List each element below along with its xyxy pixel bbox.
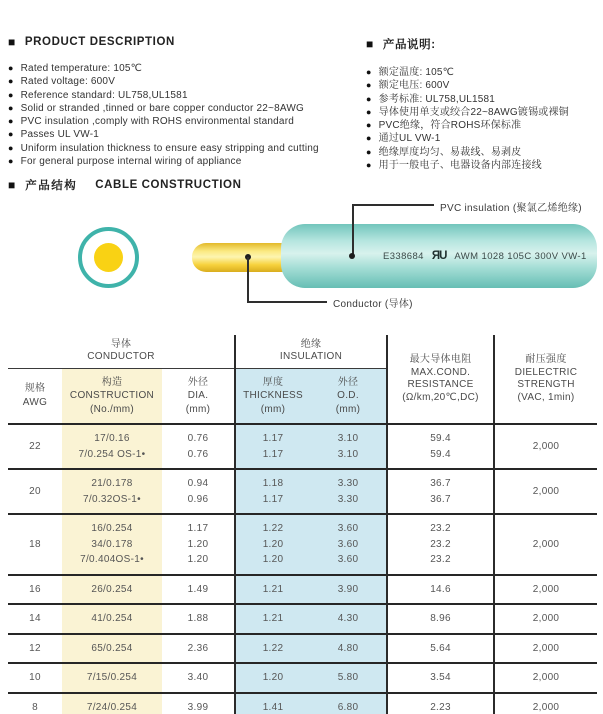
insulation-leader-line-v — [352, 204, 354, 256]
header-line: 外径 — [187, 376, 209, 388]
bullet-icon: ● — [8, 102, 14, 113]
header-line: MAX.COND. — [410, 366, 471, 378]
header-line: 构造 — [101, 376, 123, 388]
cell-resistance: 3.54 — [387, 663, 494, 693]
bullet-icon: ● — [8, 156, 14, 167]
bullet-icon: ● — [8, 63, 14, 73]
column-header-resistance — [387, 335, 494, 424]
cell-dia: 3.40 — [187, 672, 209, 683]
column-header-dia — [162, 368, 235, 424]
section-square-icon: ■ — [8, 35, 16, 49]
header-line: 规格 — [24, 383, 46, 395]
cell-od: 4.30 — [310, 604, 387, 634]
bullet-icon: ● — [366, 146, 372, 157]
conductor-label: Conductor (导体) — [333, 299, 413, 310]
insulation-leader-line-h — [352, 204, 434, 206]
bullet-item — [8, 142, 362, 155]
insulation-label: PVC insulation (聚氯乙烯绝缘) — [440, 203, 582, 214]
cell-od: 6.80 — [310, 693, 387, 714]
bullet-text: 额定温度: 105℃ — [378, 67, 455, 78]
conductor-core-dot — [94, 243, 123, 272]
bullet-text: Reference standard: UL758,UL1581 — [20, 89, 188, 101]
bullet-text: 绝缘厚度均匀、易裁线、易剥皮 — [378, 146, 522, 158]
conductor-leader-line-h — [247, 301, 327, 303]
bullet-text: 用于一般电子、电器设备内部连接线 — [378, 160, 542, 172]
table-row — [8, 604, 597, 634]
cell-od: 4.80 — [310, 634, 387, 664]
cell-thickness: 1.22 1.20 1.20 — [235, 514, 310, 575]
bullet-icon: ● — [366, 80, 372, 91]
bullet-list-zh — [366, 66, 600, 172]
cell-thickness: 1.22 — [235, 634, 310, 664]
cert-number: E338684 — [383, 250, 424, 262]
cell-dia: 1.88 — [187, 613, 209, 624]
cell-dielectric: 2,000 — [494, 604, 597, 634]
group-conductor — [8, 335, 235, 368]
cell-awg: 20 — [29, 486, 41, 497]
bullet-icon: ● — [8, 129, 14, 140]
cell-dielectric: 2,000 — [494, 514, 597, 575]
header-line: 最大导体电阻 — [409, 354, 472, 365]
cell-construction: 17/0.16 7/0.254 OS-1• — [62, 424, 162, 469]
header-line: CONSTRUCTION — [69, 390, 155, 401]
cell-od: 3.30 3.30 — [310, 469, 387, 514]
bullet-text: PVC insulation ,comply with ROHS environmental standard — [20, 116, 294, 128]
header-line: 外径 — [337, 376, 359, 388]
cell-construction: 7/24/0.254 — [62, 693, 162, 714]
bullet-item — [366, 79, 600, 92]
group-label-en: CONDUCTOR — [87, 351, 155, 363]
group-insulation — [235, 335, 387, 368]
bullet-list-en — [8, 62, 362, 168]
cell-awg: 16 — [29, 583, 41, 595]
cell-od: 3.10 3.10 — [310, 424, 387, 469]
cell-resistance: 8.96 — [387, 604, 494, 634]
section-title-zh: 产品结构 — [25, 180, 78, 192]
table-row — [8, 469, 597, 514]
cell-thickness: 1.21 — [235, 575, 310, 605]
header-line: DIELECTRIC — [514, 366, 578, 378]
bullet-icon: ● — [366, 133, 372, 144]
cell-dia: 2.36 — [187, 642, 209, 654]
cell-thickness: 1.17 1.17 — [235, 424, 310, 469]
bullet-item — [366, 119, 600, 132]
section-square-icon: ■ — [8, 178, 16, 192]
cable-construction-heading — [8, 177, 242, 193]
cell-awg: 8 — [32, 701, 38, 713]
cell-od: 3.60 3.60 3.60 — [310, 514, 387, 575]
table-row — [8, 663, 597, 693]
bullet-text: Solid or stranded ,tinned or bare copper conductor 22~8AWG — [20, 102, 304, 114]
cell-thickness: 1.20 — [235, 663, 310, 693]
bullet-text: Rated voltage: 600V — [20, 76, 116, 88]
product-description-heading — [8, 36, 362, 48]
product-description-heading-zh — [366, 36, 600, 52]
group-label-en: INSULATION — [279, 351, 343, 363]
bullet-text: 通过UL VW-1 — [378, 133, 441, 145]
header-line: (mm) — [185, 403, 211, 415]
cell-construction: 65/0.254 — [62, 634, 162, 664]
table-row — [8, 575, 597, 605]
bullet-item — [366, 106, 600, 119]
table-row — [8, 634, 597, 664]
cell-dia: 1.17 1.20 1.20 — [187, 523, 209, 565]
bullet-item — [8, 155, 362, 168]
bullet-text: 导体使用单支或绞合22~8AWG镀锡或裸铜 — [378, 106, 569, 118]
bullet-icon: ● — [366, 160, 372, 171]
cell-dielectric: 2,000 — [494, 469, 597, 514]
bullet-item — [8, 75, 362, 88]
section-title: PRODUCT DESCRIPTION — [24, 36, 175, 48]
product-description-en — [8, 36, 362, 168]
ul-recognized-mark-icon: ЯU — [431, 250, 447, 262]
cell-awg: 12 — [29, 642, 41, 654]
cell-awg: 18 — [29, 538, 41, 550]
header-line: (No./mm) — [89, 403, 135, 415]
cell-construction: 26/0.254 — [62, 575, 162, 605]
bullet-text: Passes UL VW-1 — [20, 129, 100, 141]
bullet-item — [366, 132, 600, 145]
cell-awg: 14 — [29, 613, 41, 625]
cell-dielectric: 2,000 — [494, 693, 597, 714]
bullet-item — [366, 146, 600, 159]
section-square-icon: ■ — [366, 37, 374, 51]
bullet-item — [8, 89, 362, 102]
cell-od: 5.80 — [310, 663, 387, 693]
header-line: AWG — [22, 396, 48, 408]
bullet-item — [8, 128, 362, 141]
insulation-leader-dot — [349, 253, 355, 259]
header-line: O.D. — [337, 390, 359, 401]
group-label-zh: 导体 — [110, 338, 132, 350]
cell-dia: 0.94 0.96 — [187, 478, 209, 505]
bullet-text: 参考标准: UL758,UL1581 — [378, 93, 496, 105]
cell-thickness: 1.41 — [235, 693, 310, 714]
cell-dia: 3.99 — [187, 701, 209, 713]
cell-construction: 16/0.254 34/0.178 7/0.404OS-1• — [62, 514, 162, 575]
bullet-icon: ● — [366, 106, 372, 117]
cell-resistance: 36.7 36.7 — [387, 469, 494, 514]
cell-construction: 21/0.178 7/0.32OS-1• — [62, 469, 162, 514]
cell-resistance: 59.4 59.4 — [387, 424, 494, 469]
cell-thickness: 1.21 — [235, 604, 310, 634]
bullet-icon: ● — [366, 93, 372, 104]
spec-table-head — [8, 335, 597, 424]
table-row — [8, 424, 597, 469]
spec-table-body — [8, 424, 597, 714]
group-label-zh: 绝缘 — [300, 338, 322, 350]
bullet-item — [366, 66, 600, 79]
bullet-item — [8, 115, 362, 128]
section-title: 产品说明: — [382, 39, 436, 51]
header-line: RESISTANCE — [407, 379, 474, 390]
bullet-text: 额定电压: 600V — [378, 80, 450, 92]
cell-resistance: 2.23 — [387, 693, 494, 714]
table-row — [8, 693, 597, 714]
column-header-od — [310, 368, 387, 424]
cell-dielectric: 2,000 — [494, 634, 597, 664]
bullet-icon: ● — [366, 67, 372, 77]
table-row — [8, 514, 597, 575]
cell-od: 3.90 — [310, 575, 387, 605]
bullet-icon: ● — [8, 142, 14, 153]
conductor-leader-line-v — [247, 257, 249, 303]
cell-dielectric: 2,000 — [494, 575, 597, 605]
column-header-thickness — [235, 368, 310, 424]
bullet-item — [366, 93, 600, 106]
header-line: 厚度 — [262, 376, 284, 388]
cell-dia: 0.76 0.76 — [187, 433, 209, 460]
column-header-awg — [8, 368, 62, 424]
header-line: THICKNESS — [243, 390, 303, 401]
header-line: DIA. — [187, 390, 209, 401]
header-line: 耐压强度 — [525, 354, 567, 365]
cell-resistance: 5.64 — [387, 634, 494, 664]
column-header-dielectric — [494, 335, 597, 424]
bullet-icon: ● — [8, 89, 14, 100]
bullet-text: PVC绝缘，符合ROHS环保标准 — [378, 120, 522, 132]
cable-cross-section — [78, 227, 139, 288]
cell-resistance: 23.2 23.2 23.2 — [387, 514, 494, 575]
bullet-icon: ● — [366, 120, 372, 131]
cell-dielectric: 2,000 — [494, 424, 597, 469]
bullet-text: Uniform insulation thickness to ensure easy stripping and cutting — [20, 142, 319, 154]
bullet-item — [366, 159, 600, 172]
cell-awg: 22 — [29, 441, 41, 452]
group-header-row — [8, 335, 597, 368]
product-description-zh — [366, 36, 600, 172]
cable-spec-print: AWM 1028 105C 300V VW-1 — [454, 250, 587, 262]
bullet-text: Rated temperature: 105℃ — [20, 63, 143, 74]
cell-construction: 41/0.254 — [62, 604, 162, 634]
header-line: (Ω/km,20℃,DC) — [402, 391, 479, 403]
bullet-icon: ● — [8, 116, 14, 127]
cell-dia: 1.49 — [187, 583, 209, 595]
column-header-construction — [62, 368, 162, 424]
header-line: (mm) — [260, 403, 286, 415]
cell-resistance: 14.6 — [387, 575, 494, 605]
cell-thickness: 1.18 1.17 — [235, 469, 310, 514]
bullet-icon: ● — [8, 76, 14, 87]
cell-dielectric: 2,000 — [494, 663, 597, 693]
spec-table — [8, 335, 597, 714]
cell-awg: 10 — [29, 672, 41, 684]
header-line: (VAC, 1min) — [517, 391, 575, 403]
bullet-item — [8, 102, 362, 115]
header-line: STRENGTH — [517, 379, 575, 390]
header-line: (mm) — [335, 403, 361, 415]
cell-construction: 7/15/0.254 — [62, 663, 162, 693]
bullet-text: For general purpose internal wiring of appliance — [20, 156, 242, 168]
section-title-en: CABLE CONSTRUCTION — [95, 179, 242, 191]
bullet-item — [8, 62, 362, 75]
cable-print-text — [383, 250, 587, 262]
